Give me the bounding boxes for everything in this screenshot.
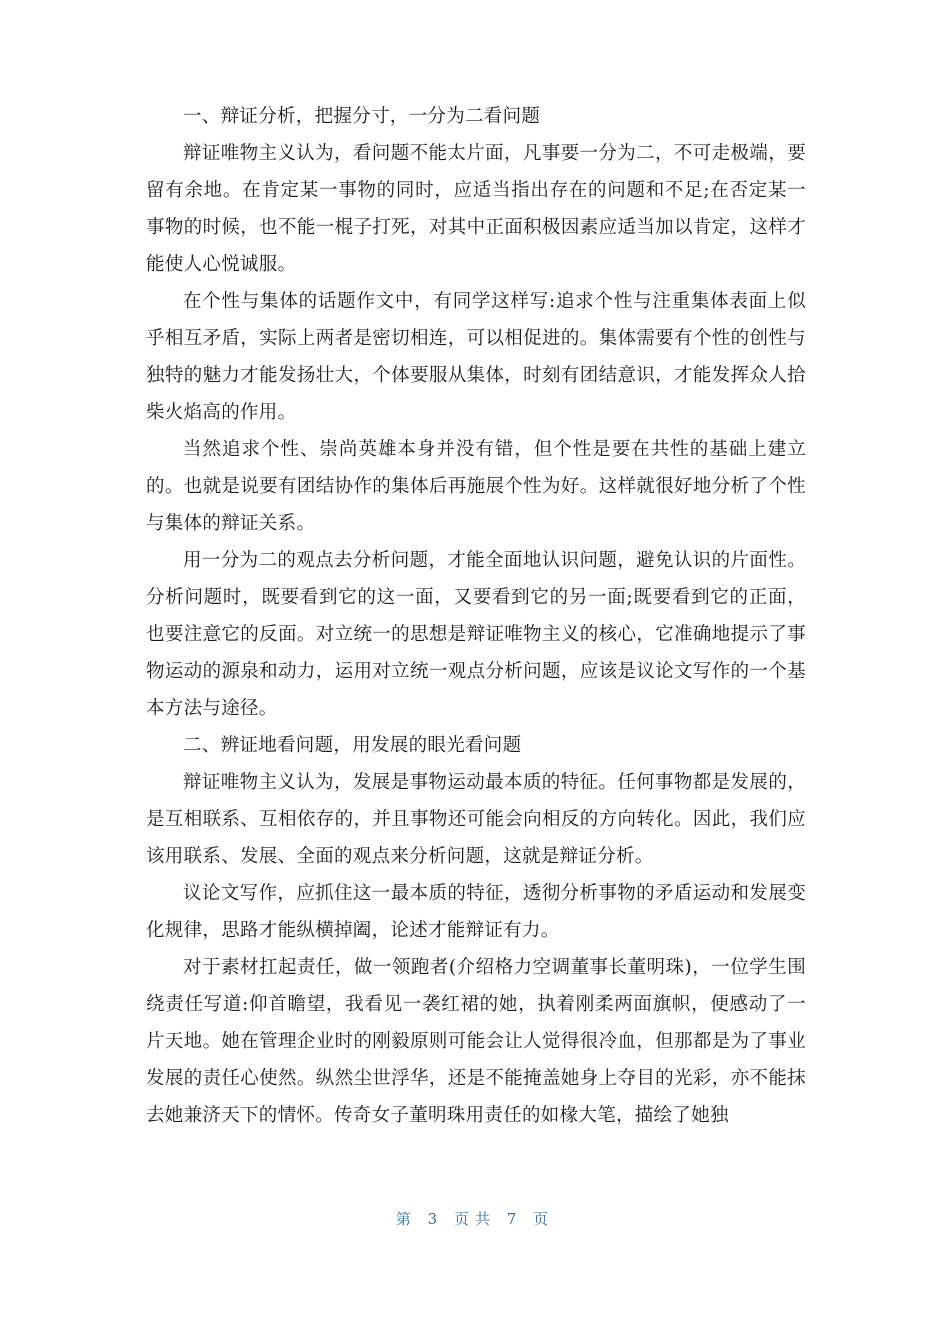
body-paragraph: 在个性与集体的话题作文中，有同学这样写:追求个性与注重集体表面上似乎相互矛盾，实际上两者是密切相连，可以相促进的。集体需要有个性的创性与独特的魅力才能发扬壮大，个体要服从集体，时刻有团结意识，才能发挥众人拾柴火焰高的作用。 <box>146 291 806 423</box>
body-paragraph: 议论文写作，应抓住这一最本质的特征，透彻分析事物的矛盾运动和发展变化规律，思路才能纵横掉阖，论述才能辩证有力。 <box>146 883 806 941</box>
section-heading-2: 二、辨证地看问题，用发展的眼光看问题 <box>183 735 522 756</box>
section-heading-1: 一、辩证分析，把握分寸，一分为二看问题 <box>183 106 541 127</box>
page-number-footer: 第 3 页共 7 页 <box>395 1210 555 1228</box>
body-paragraph: 对于素材扛起责任，做一领跑者(介绍格力空调董事长董明珠)，一位学生围绕责任写道:仰首瞻望，我看见一袭红裙的她，执着刚柔两面旗帜，便感动了一片天地。她在管理企业时的刚毅原则可能会让人觉得很冷血，但那都是为了事业发展的责任心使然。纵然尘世浮华，还是不能掩盖她身上夺目的光彩，亦不能抹去她兼济天下的情怀。传奇女子董明珠用责任的如椽大笔，描绘了她独 <box>146 957 806 1126</box>
document-body <box>146 98 806 1134</box>
body-paragraph: 用一分为二的观点去分析问题，才能全面地认识问题，避免认识的片面性。分析问题时，既要看到它的这一面，又要看到它的另一面;既要看到它的正面，也要注意它的反面。对立统一的思想是辩证唯物主义的核心，它准确地提示了事物运动的源泉和动力，运用对立统一观点分析问题，应该是议论文写作的一个基本方法与途径。 <box>146 550 806 719</box>
body-paragraph: 辩证唯物主义认为，发展是事物运动最本质的特征。任何事物都是发展的，是互相联系、互相依存的，并且事物还可能会向相反的方向转化。因此，我们应该用联系、发展、全面的观点来分析问题，这就是辩证分析。 <box>146 772 806 867</box>
body-paragraph: 辩证唯物主义认为，看问题不能太片面，凡事要一分为二，不可走极端，要留有余地。在肯定某一事物的同时，应适当指出存在的问题和不足;在否定某一事物的时候，也不能一棍子打死，对其中正面积极因素应适当加以肯定，这样才能使人心悦诚服。 <box>146 143 806 275</box>
body-paragraph: 当然追求个性、崇尚英雄本身并没有错，但个性是要在共性的基础上建立的。也就是说要有团结协作的集体后再施展个性为好。这样就很好地分析了个性与集体的辩证关系。 <box>146 439 806 534</box>
